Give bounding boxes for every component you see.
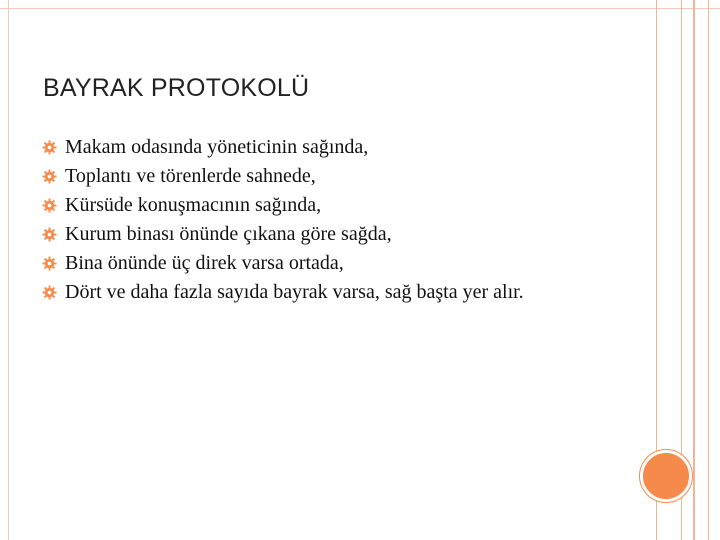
list-item <box>42 249 524 278</box>
accent-circle <box>640 450 692 502</box>
frame-top-border <box>0 8 720 9</box>
gear-icon <box>42 227 57 242</box>
frame-left-border <box>8 0 9 540</box>
list-item <box>42 220 524 249</box>
gear-icon <box>42 140 57 155</box>
gear-icon <box>42 169 57 184</box>
list-item <box>42 133 524 162</box>
gear-icon <box>42 285 57 300</box>
bullet-text: Toplantı ve törenlerde sahnede, <box>65 165 316 187</box>
bullet-text: Dört ve daha fazla sayıda bayrak varsa, sağ başta yer alır. <box>65 281 524 303</box>
bullet-text: Makam odasında yöneticinin sağında, <box>65 136 369 158</box>
list-item <box>42 278 524 307</box>
bullet-text: Bina önünde üç direk varsa ortada, <box>65 252 344 274</box>
bullet-text: Kurum binası önünde çıkana göre sağda, <box>65 223 392 245</box>
bullet-list <box>42 133 524 307</box>
right-decorative-line <box>693 0 695 540</box>
bullet-text: Kürsüde konuşmacının sağında, <box>65 194 322 216</box>
gear-icon <box>42 256 57 271</box>
right-decorative-line <box>708 0 709 540</box>
list-item <box>42 162 524 191</box>
slide-title: BAYRAK PROTOKOLÜ <box>43 74 310 102</box>
list-item <box>42 191 524 220</box>
gear-icon <box>42 198 57 213</box>
